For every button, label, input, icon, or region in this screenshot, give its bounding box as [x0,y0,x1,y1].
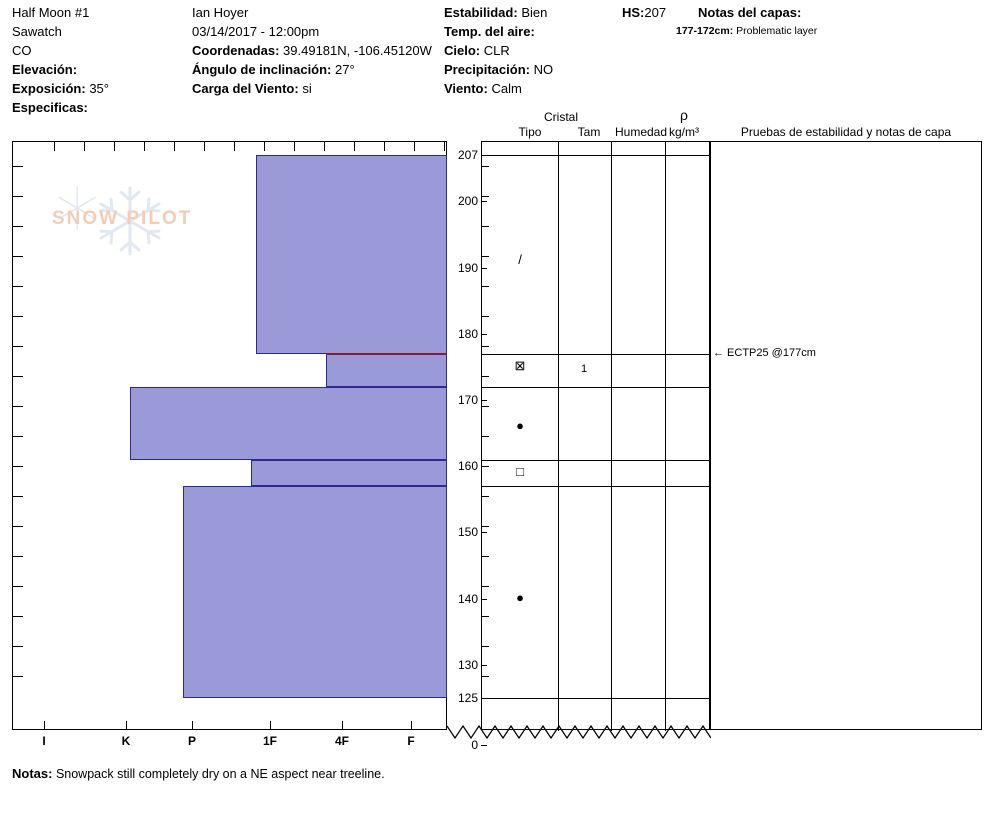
depth-tick [481,532,487,533]
hardness-top-tick [54,142,55,151]
header-air-temp: Temp. del aire: [444,24,535,39]
header-aspect: Exposición: 35° [12,81,109,96]
header-datetime: 03/14/2017 - 12:00pm [192,24,320,39]
table-row-divider [481,387,710,388]
depth-tick [481,599,487,600]
table-minor-tick [482,556,489,557]
hardness-minor-tick [13,316,23,317]
crystal-symbol: □ [516,463,524,479]
grain-size-value: 1 [580,363,588,376]
hardness-minor-tick [13,496,23,497]
table-minor-tick [482,676,489,677]
table-row-divider [481,354,710,355]
table-minor-tick [482,316,489,317]
stability-tests-panel [710,141,982,730]
hardness-tick [411,721,412,730]
hardness-minor-tick [13,526,23,527]
depth-label: 207 [457,148,478,162]
hardness-top-tick [324,142,325,151]
depth-label: 170 [457,393,478,407]
hardness-minor-tick [13,166,23,167]
header-precipitation: Precipitación: NO [444,62,554,77]
depth-label: 150 [457,525,478,540]
hardness-label: I [42,734,46,748]
header-range: Sawatch [12,24,62,39]
layer-note: 177-172cm: Problematic layer [676,25,818,37]
footer-notes: Notas: Snowpack still completely dry on a NE aspect near treeline. [12,766,385,781]
col-header-cristal: Cristal [543,110,578,124]
snowpilot-watermark-logo [30,180,210,260]
crystal-symbol: / [518,251,522,267]
depth-label: 130 [457,657,478,672]
hardness-top-tick [234,142,235,151]
hardness-top-tick [354,142,355,151]
hardness-minor-tick [13,286,23,287]
table-col-divider-humedad [665,142,666,731]
table-col-divider-tam [611,142,612,731]
hardness-top-tick [204,142,205,151]
depth-tick [481,268,487,269]
hardness-label: 1F [262,734,277,748]
table-minor-tick [482,646,489,647]
hardness-tick [192,721,193,730]
crystal-symbol: ● [516,417,524,433]
depth-tick [481,665,487,666]
hardness-minor-tick [13,256,23,257]
hardness-bar [256,155,447,354]
depth-label: 190 [457,260,478,275]
crystal-density-table [481,141,710,730]
table-minor-tick [482,196,489,197]
depth-label: 0 [471,738,478,752]
header-wind-loading: Carga del Viento: si [192,81,312,96]
crystal-symbol: ● [516,589,524,605]
depth-label: 200 [457,194,478,209]
hardness-top-tick [294,142,295,151]
hardness-minor-tick [13,376,23,377]
table-row-divider [481,486,710,487]
table-row-divider [481,155,710,156]
hardness-tick [44,721,45,730]
hardness-minor-tick [13,676,23,677]
header-elevation: Elevación: [12,62,78,77]
depth-tick [481,400,487,401]
table-minor-tick [482,376,489,377]
header-column-observer [192,3,432,98]
header-column-location [12,3,109,117]
hardness-label: K [121,734,131,748]
broken-axis-zigzag [447,720,711,746]
hardness-tick [342,721,343,730]
header-column-weather [444,3,553,98]
hardness-bar [183,486,447,698]
hardness-minor-tick [13,406,23,407]
table-minor-tick [482,616,489,617]
hardness-minor-tick [13,586,23,587]
header-slope-angle: Ángulo de inclinación: 27° [192,62,355,77]
hardness-minor-tick [13,616,23,617]
table-col-divider-tipo [558,142,559,731]
hardness-top-tick [384,142,385,151]
depth-tick [481,201,487,202]
hardness-minor-tick [13,646,23,647]
table-row-divider [481,698,710,699]
header-coordinates: Coordenadas: 39.49181N, -106.45120W [192,43,432,58]
hardness-bar [130,387,447,460]
depth-tick [481,466,487,467]
depth-label: 140 [457,591,478,606]
hardness-top-tick [414,142,415,151]
hardness-top-tick [174,142,175,151]
table-minor-tick [482,406,489,407]
table-minor-tick [482,496,489,497]
hardness-tick [126,721,127,730]
table-minor-tick [482,586,489,587]
header-wind: Viento: Calm [444,81,522,96]
header-stability: Estabilidad: Bien [444,5,548,20]
hardness-label: 4F [334,734,349,748]
hardness-minor-tick [13,556,23,557]
hardness-minor-tick [13,436,23,437]
hardness-label: P [187,734,196,748]
depth-label: 125 [457,691,478,705]
hardness-top-tick [444,142,445,151]
table-row-divider [481,460,710,461]
table-minor-tick [482,286,489,287]
weak-layer-marker [326,353,447,355]
col-header-tipo: Tipo [518,125,542,139]
depth-tick [481,334,487,335]
hardness-bar [326,354,447,387]
watermark-text: SNOW PILOT [52,208,193,229]
header-observer: Ian Hoyer [192,5,249,20]
header-state: CO [12,43,32,58]
depth-tick [481,698,487,699]
hardness-label: F [407,734,415,748]
hardness-top-tick [144,142,145,151]
depth-label: 180 [457,326,478,341]
table-minor-tick [482,226,489,227]
hardness-top-tick [114,142,115,151]
table-minor-tick [482,256,489,257]
header-hs: HS:207 [622,5,667,20]
hardness-tick [270,721,271,730]
hardness-top-tick [264,142,265,151]
header-sky: Cielo: CLR [444,43,510,58]
hardness-minor-tick [13,346,23,347]
col-header-tam: Tam [577,125,601,139]
col-header-rho-units: kg/m³ [669,125,699,139]
header-layer-notes-title: Notas del capas: [698,5,802,20]
col-header-rho: ρ [680,107,688,123]
table-minor-tick [482,436,489,437]
hardness-minor-tick [13,196,23,197]
header-specifics: Especificas: [12,100,88,115]
table-minor-tick [482,346,489,347]
hardness-top-tick [84,142,85,151]
hardness-minor-tick [13,226,23,227]
hardness-bar [251,460,447,486]
header-site-name: Half Moon #1 [12,5,90,20]
table-minor-tick [482,526,489,527]
col-header-stability: Pruebas de estabilidad y notas de capa [740,125,952,139]
table-minor-tick [482,166,489,167]
depth-axis [447,141,481,730]
depth-tick [481,745,487,746]
hardness-minor-tick [13,466,23,467]
depth-label: 160 [457,459,478,474]
col-header-humedad: Humedad [614,125,668,139]
crystal-symbol: ⊠ [514,357,526,373]
stability-test-label: ← ECTP25 @177cm [713,346,816,359]
depth-tick [481,155,487,156]
